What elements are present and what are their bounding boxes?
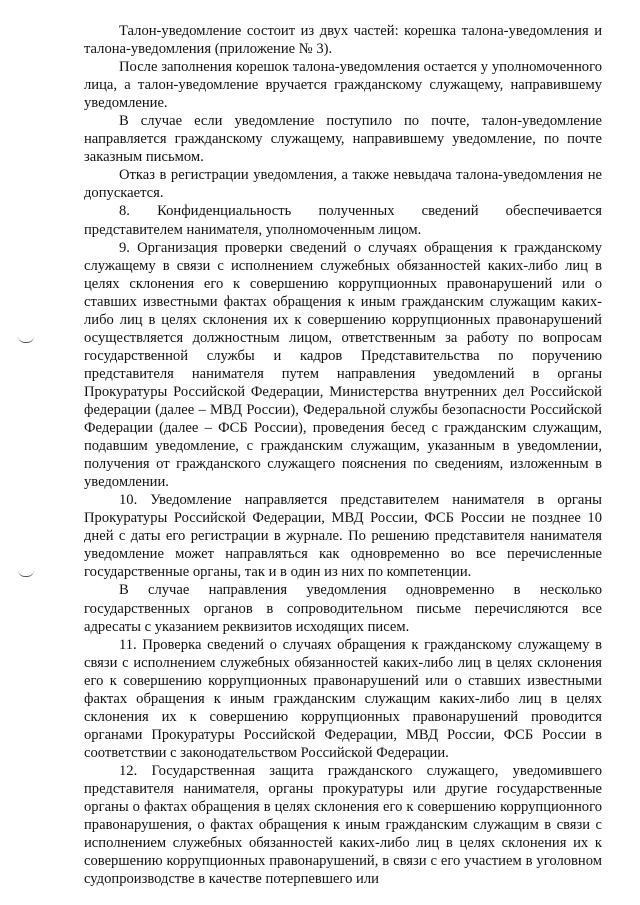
paragraph-stub-handover: После заполнения корешок талона-уведомления остается у уполномоченного лица, а талон-уведомление вручается гражданскому служащему, направившему уведомление. xyxy=(84,59,602,112)
margin-mark xyxy=(18,570,34,577)
document-page xyxy=(84,22,602,888)
paragraph-stub-composition: Талон-уведомление состоит из двух частей: корешка талона-уведомления и талона-уведомления (приложение № 3). xyxy=(84,23,602,58)
paragraph-item-11: 11. Проверка сведений о случаях обращения к гражданскому служащему в связи с исполнением служебных обязанностей каких-либо лиц в целях склонения его к совершению коррупционных правонарушений или о ставших известными фактах обращения к иным гражданским служащим каких-либо лиц в целях склонения их к совершению коррупционных правонарушений проводится органами Прокуратуры Российской Федерации, МВД России, ФСБ России в соответствии с законодательством Российской Федерации. xyxy=(84,636,602,761)
paragraph-item-12: 12. Государственная защита гражданского служащего, уведомившего представителя нанимателя, органы прокуратуры или другие государственные органы о фактах обращения в целях склонения его к совершению коррупционного правонарушения, о фактах обращения к иным гражданским служащим в связи с исполнением служебных обязанностей каких-либо лиц в целях склонения их к совершению коррупционных правонарушений, в связи с его участием в уголовном судопроизводстве в качестве потерпевшего или xyxy=(84,762,602,888)
paragraph-refusal-not-allowed: Отказ в регистрации уведомления, а также невыдача талона-уведомления не допускается. xyxy=(84,167,602,202)
paragraph-postal-notice: В случае если уведомление поступило по почте, талон-уведомление направляется гражданскому служащему, направившему уведомление, по почте заказным письмом. xyxy=(84,113,602,166)
paragraph-multiple-recipients: В случае направления уведомления одновременно в несколько государственных органов в сопроводительном письме перечисляются все адресаты с указанием реквизитов исходящих писем. xyxy=(84,582,602,635)
paragraph-item-9: 9. Организация проверки сведений о случаях обращения к гражданскому служащему в связи с исполнением служебных обязанностей каких-либо лиц в целях склонения его к совершению коррупционных правонарушений или о ставших известными фактах обращения к иным гражданским служащим каких-либо лиц в целях склонения их к совершению коррупционных правонарушений осуществляется должностным лицом, ответственным за работу по вопросам государственной службы и кадров Представительства по поручению представителя нанимателя путем направления уведомлений в органы Прокуратуры Российской Федерации, Министерства внутренних дел Российской федерации (далее – МВД России), Федеральной службы безопасности Российской Федерации (далее – ФСБ России), проведения бесед с гражданским служащим, подавшим уведомление, с гражданским служащим, указанным в уведомлении, получения от гражданского служащего пояснения по сведениям, изложенным в уведомлении. xyxy=(84,239,602,491)
margin-mark xyxy=(18,336,34,343)
paragraph-item-10: 10. Уведомление направляется представителем нанимателя в органы Прокуратуры Российской Федерации, МВД России, ФСБ России не позднее 10 дней с даты его регистрации в журнале. По решению представителя нанимателя уведомление может направляться как одновременно во все перечисленные государственные органы, так и в один из них по компетенции. xyxy=(84,492,602,581)
paragraph-item-8: 8. Конфиденциальность полученных сведений обеспечивается представителем нанимателя, уполномоченным лицом. xyxy=(84,203,602,238)
